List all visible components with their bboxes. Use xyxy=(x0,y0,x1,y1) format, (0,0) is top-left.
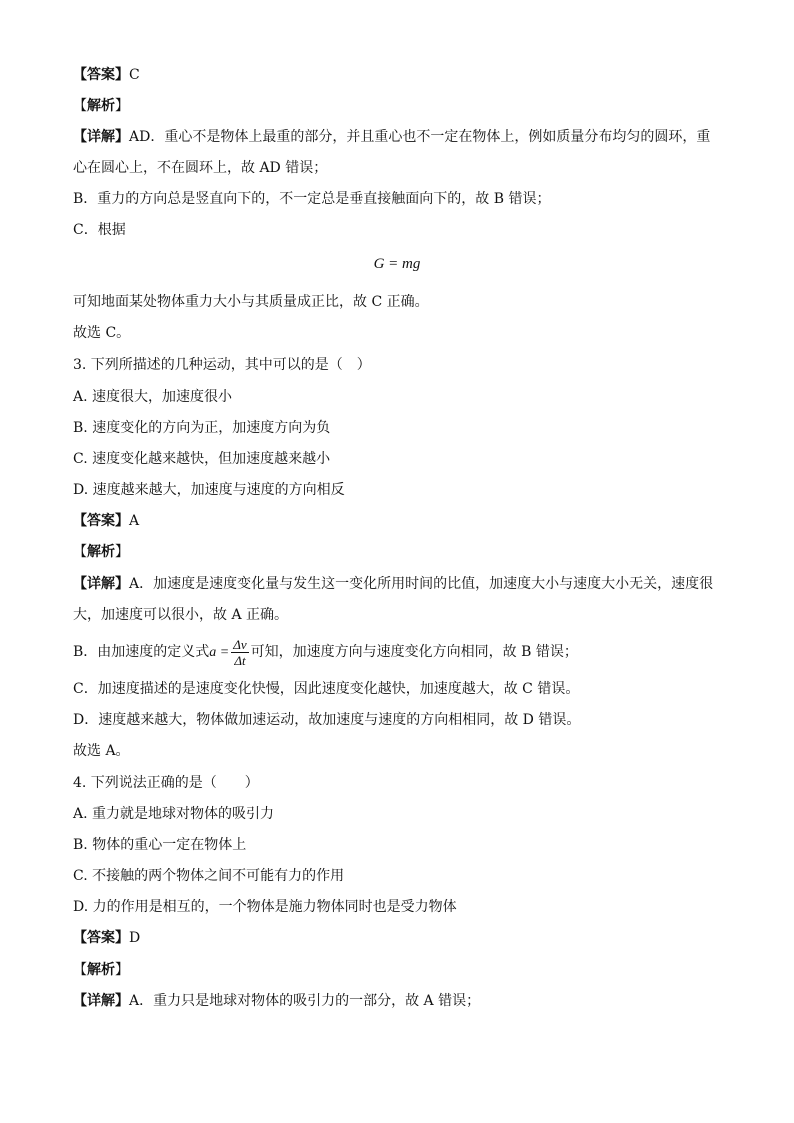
answer-value: D xyxy=(129,930,141,946)
detail-line: 故选 A。 xyxy=(73,743,130,759)
answer-label: 【答案】 xyxy=(73,513,129,529)
detail-line-definition: B．由加速度的定义式a = $\frac{\Delta v}{\Delta t}$ 可知，加速度方向与速度变化方向相同，故 B 错误； xyxy=(73,636,578,668)
detail-line: 可知地面某处物体重力大小与其质量成正比，故 C 正确。 xyxy=(73,294,429,310)
answer-line-q3 xyxy=(73,511,139,531)
option-c-q4: C. 不接触的两个物体之间不可能有力的作用 xyxy=(73,868,345,884)
detail-line: C．根据 xyxy=(73,222,126,238)
detail-line: 【详解】AD．重心不是物体上最重的部分，并且重心也不一定在物体上，例如质量分布均匀的圆环，重 xyxy=(73,129,711,145)
detail-line: 【详解】A．加速度是速度变化量与发生这一变化所用时间的比值，加速度大小与速度大小无关，速度很 xyxy=(73,576,714,592)
answer-label: 【答案】 xyxy=(73,67,129,83)
fraction-dv-dt: $\frac{\Delta v}{\Delta t}$ xyxy=(233,636,247,668)
answer-line-q4 xyxy=(73,928,140,948)
analysis-heading-q3: 【解析】 xyxy=(73,544,129,560)
option-b-q4: B. 物体的重心一定在物体上 xyxy=(73,837,247,853)
detail-line: B．重力的方向总是竖直向下的，不一定总是垂直接触面向下的，故 B 错误； xyxy=(73,191,551,207)
answer-value: A xyxy=(129,513,140,529)
option-d-q4: D. 力的作用是相互的，一个物体是施力物体同时也是受力物体 xyxy=(73,899,457,915)
option-a-q3: A. 速度很大，加速度很小 xyxy=(73,389,233,405)
answer-value: C xyxy=(129,67,140,83)
option-b-q3: B. 速度变化的方向为正，加速度方向为负 xyxy=(73,420,331,436)
formula-a: a = xyxy=(209,645,230,660)
option-d-q3: D. 速度越来越大，加速度与速度的方向相反 xyxy=(73,482,345,498)
formula-g-mg: G = mg xyxy=(373,256,421,272)
detail-line: C．加速度描述的是速度变化快慢，因此速度变化越快，加速度越大，故 C 错误。 xyxy=(73,681,580,697)
answer-label: 【答案】 xyxy=(73,930,129,946)
question-stem-q4: 4. 下列说法正确的是（ ） xyxy=(73,775,259,791)
option-c-q3: C. 速度变化越来越快，但加速度越来越小 xyxy=(73,451,331,467)
detail-line: 大，加速度可以很小，故 A 正确。 xyxy=(73,607,289,623)
answer-line-q2 xyxy=(73,65,140,85)
detail-line: 【详解】A．重力只是地球对物体的吸引力的一部分，故 A 错误； xyxy=(73,993,481,1009)
analysis-heading-q4: 【解析】 xyxy=(73,962,129,978)
option-a-q4: A. 重力就是地球对物体的吸引力 xyxy=(73,806,275,822)
detail-line: D．速度越来越大，物体做加速运动，故加速度与速度的方向相相同，故 D 错误。 xyxy=(73,712,581,728)
detail-line: 故选 C。 xyxy=(73,325,131,341)
detail-line: 心在圆心上，不在圆环上，故 AD 错误； xyxy=(73,160,328,176)
analysis-heading-q2: 【解析】 xyxy=(73,98,129,114)
question-stem-q3: 3. 下列所描述的几种运动，其中可以的是（ ） xyxy=(73,357,371,373)
